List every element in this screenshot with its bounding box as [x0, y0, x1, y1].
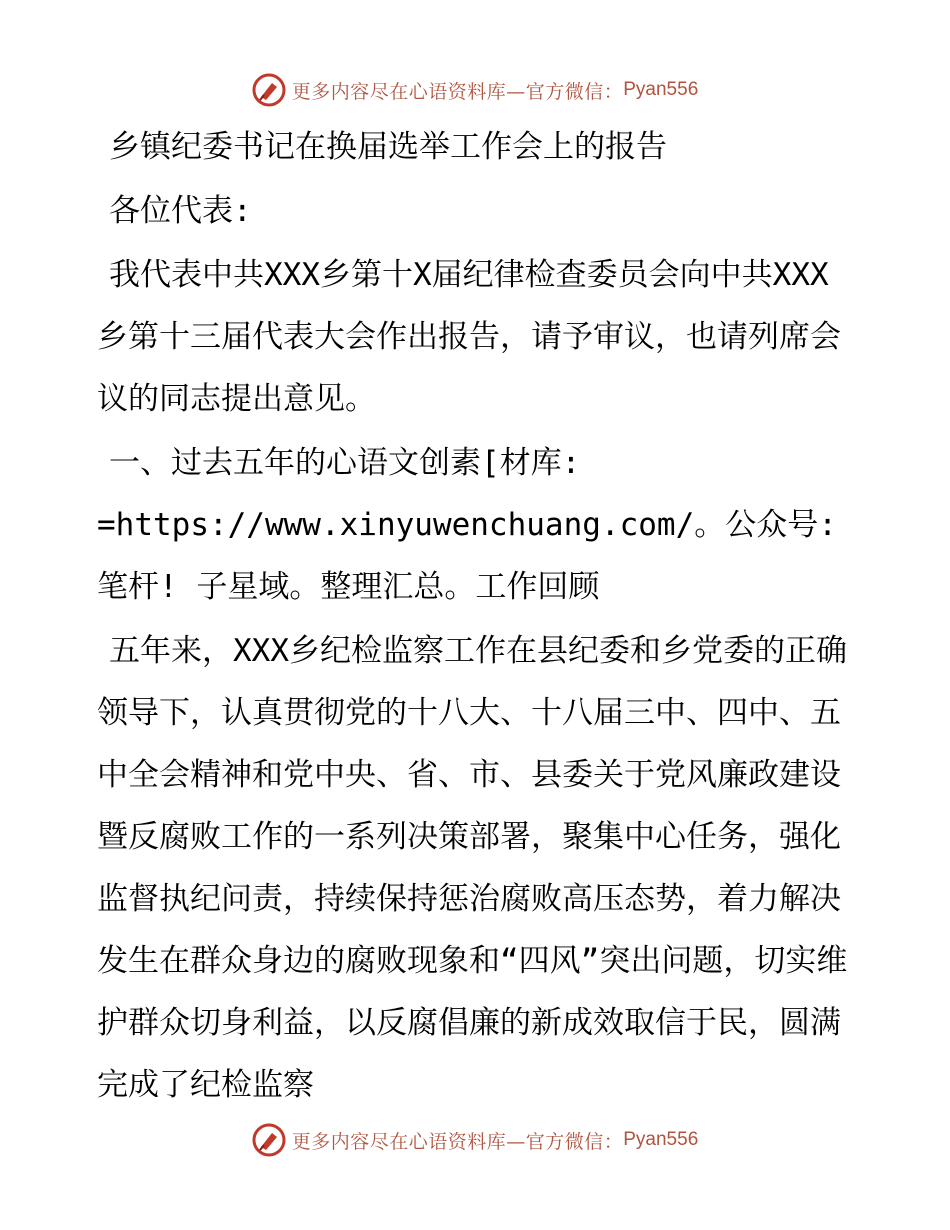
document-body [97, 116, 857, 1116]
logo-icon [252, 1123, 286, 1157]
header-banner [0, 70, 950, 110]
document-paragraph: 一、过去五年的心语文创素[材库: =https://www.xinyuwenchuang.com/。公众号: 笔杆! 子星域。整理汇总。工作回顾 [97, 445, 837, 605]
header-banner-handle: Pyan556 [623, 79, 699, 100]
footer-banner-text: 更多内容尽在心语资料库—官方微信： [291, 1130, 624, 1153]
header-banner-text: 更多内容尽在心语资料库—官方微信： [291, 80, 624, 103]
document-salutation: 各位代表: [109, 193, 252, 229]
document-title: 乡镇纪委书记在换届选举工作会上的报告 [109, 129, 667, 165]
footer-banner-handle: Pyan556 [623, 1129, 699, 1150]
logo-icon [252, 73, 286, 107]
document-paragraph: 我代表中共XXX乡第十X届纪律检查委员会向中共XXX乡第十三届代表大会作出报告，请予审议，也请列席会议的同志提出意见。 [97, 257, 841, 417]
footer-banner [0, 1120, 950, 1160]
document-paragraph: 五年来，XXX乡纪检监察工作在县纪委和乡党委的正确领导下，认真贯彻党的十八大、十八届三中、四中、五中全会精神和党中央、省、市、县委关于党风廉政建设暨反腐败工作的一系列决策部署，聚集中心任务，强化监督执纪问责，持续保持惩治腐败高压态势，着力解决发生在群众身边的腐败现象和“四风”突出问题，切实维护群众切身利益，以反腐倡廉的新成效取信于民，圆满完成了纪检监察 [97, 633, 848, 1103]
